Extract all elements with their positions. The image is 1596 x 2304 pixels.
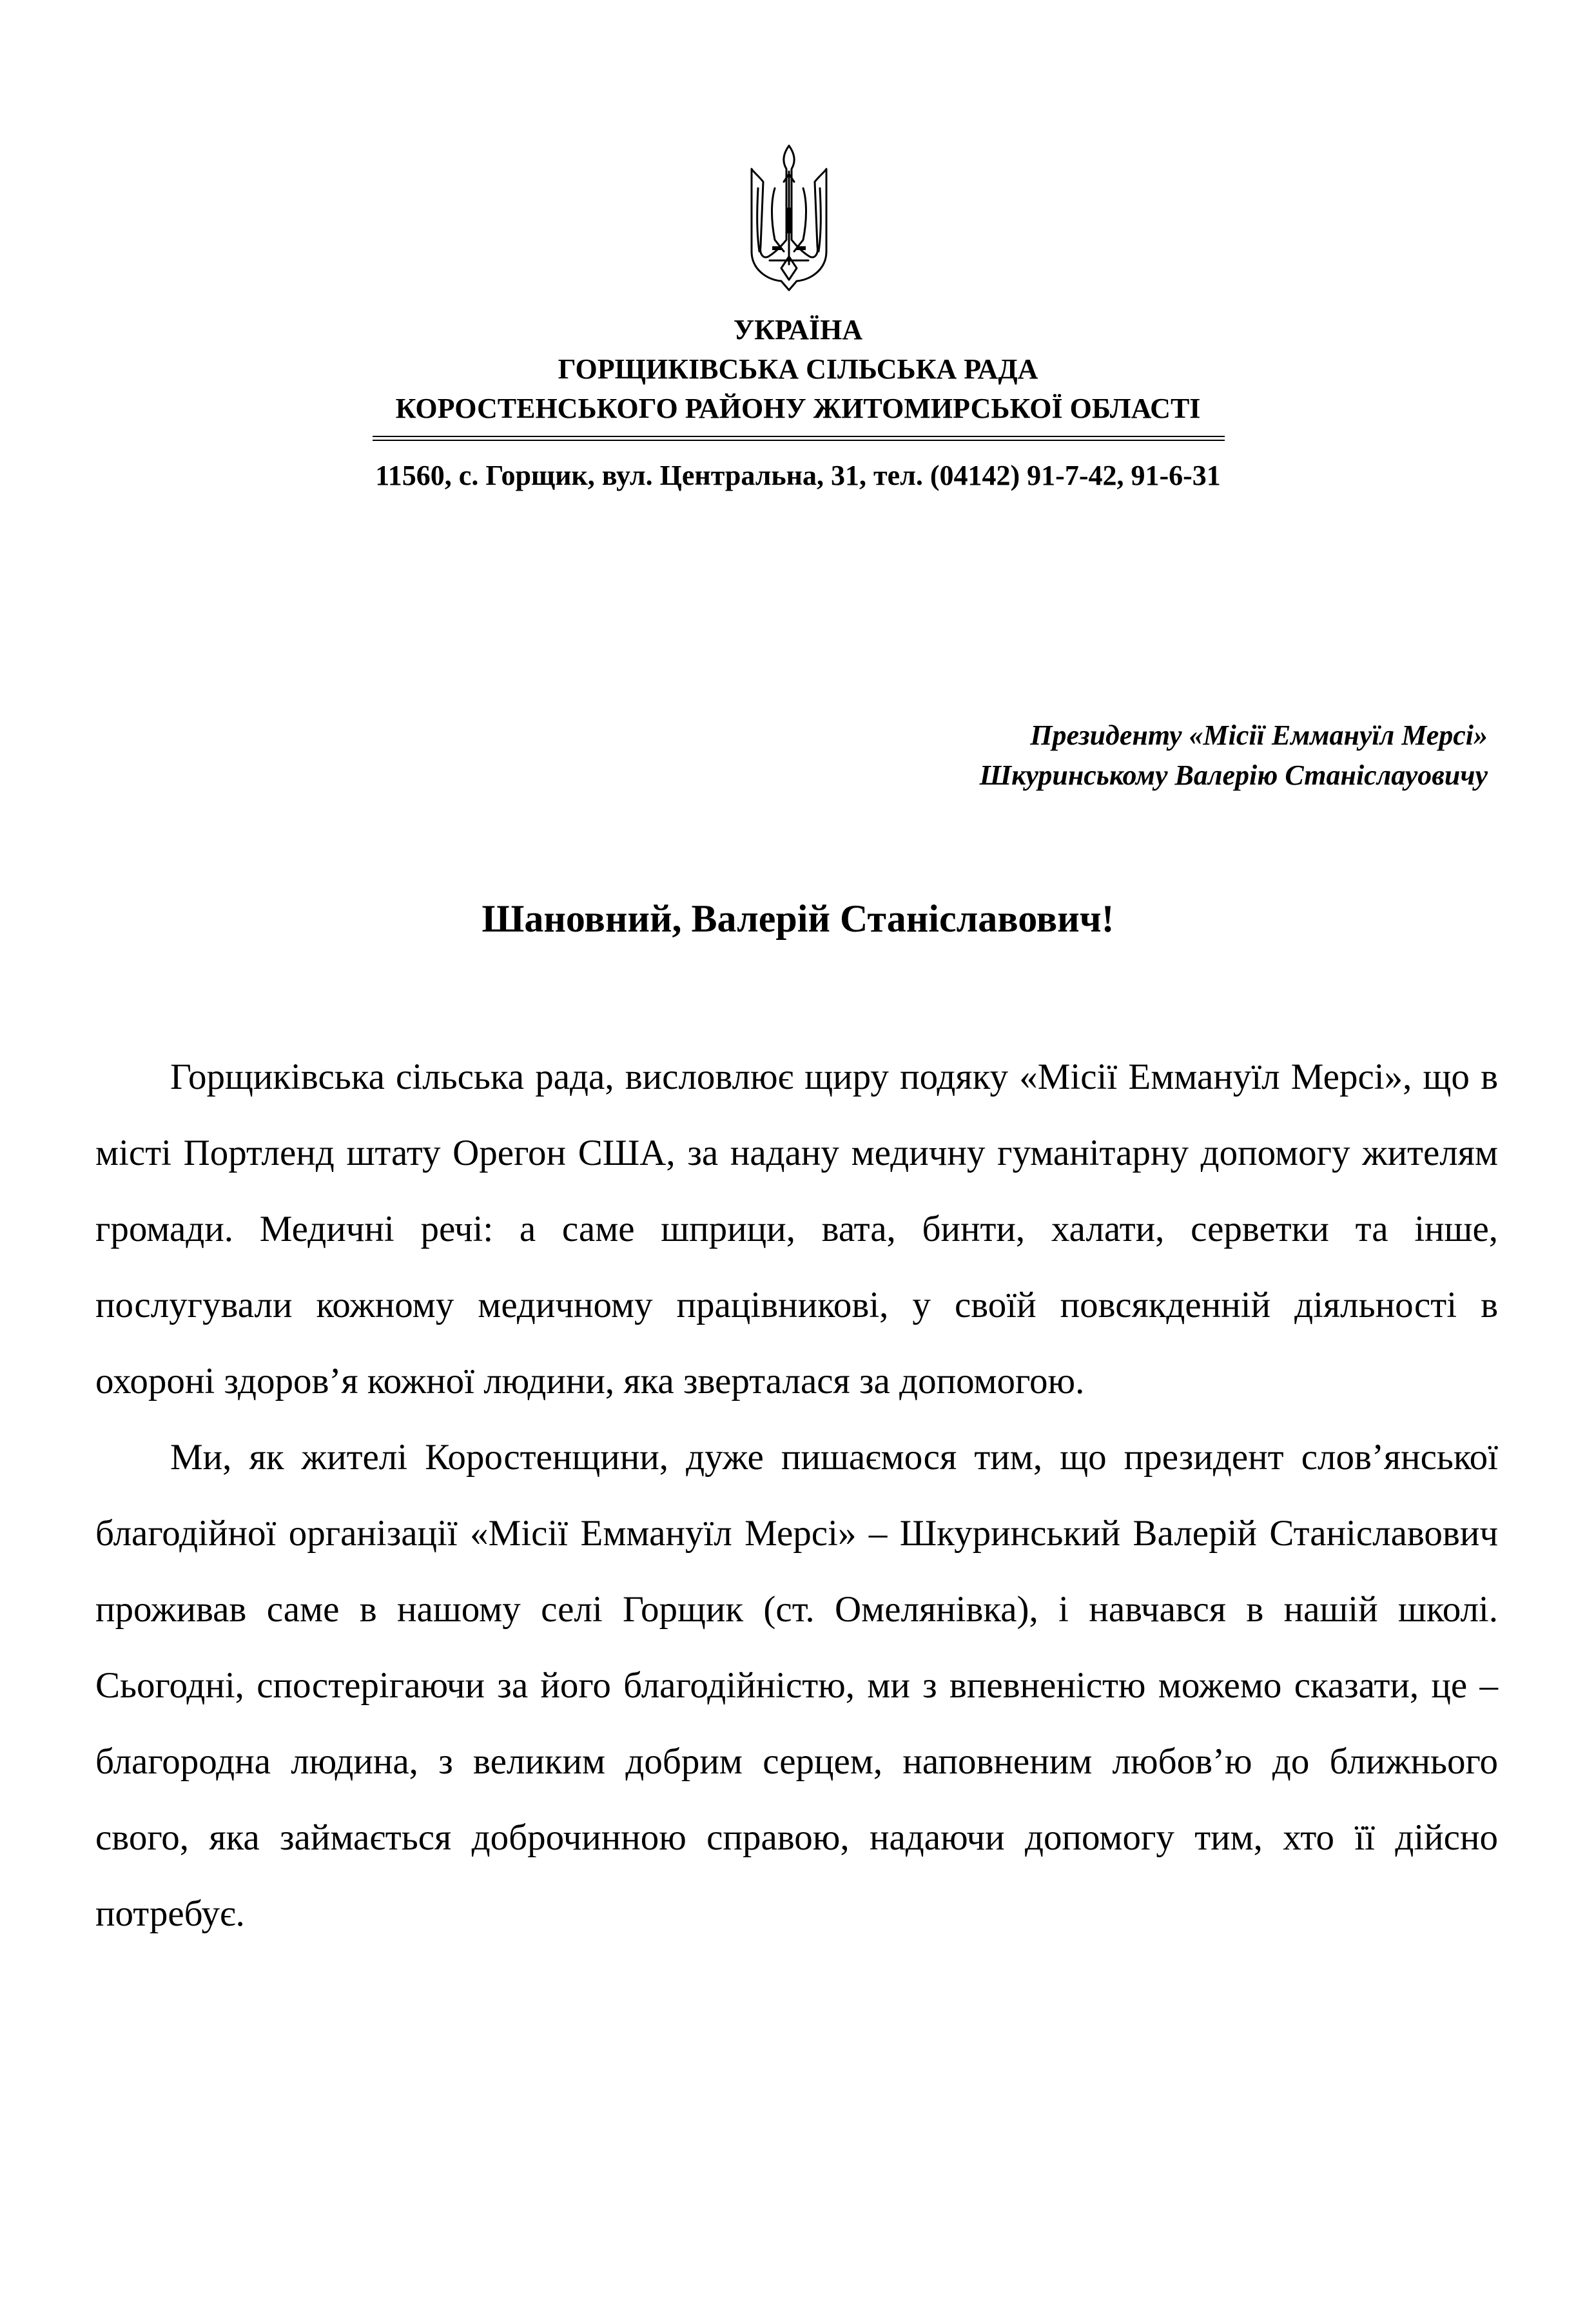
body-paragraph-1: Горщиківська сільська рада, висловлює щиру подяку «Місії Еммануїл Мерсі», що в місті Портленд штату Орегон США, за надану медичну гуманітарну допомогу жителям громади. Медичні речі: а саме шприци, вата, бинти, халати, серветки та інше, послугували кожному медичному працівникові, у своїй повсякденній діяльності в охороні здоров’я кожної людини, яка зверталася за допомогою.	[95, 1057, 1498, 1401]
addressee-block	[980, 716, 1488, 796]
addressee-line-1: Президенту «Місії Еммануїл Мерсі»	[1030, 719, 1488, 751]
letterhead-district: КОРОСТЕНСЬКОГО РАЙОНУ ЖИТОМИРСЬКОЇ ОБЛАСТІ	[395, 393, 1201, 424]
addressee-line-2: Шкуринському Валерію Станіслауовичу	[979, 759, 1488, 791]
coat-of-arms-icon	[749, 143, 829, 293]
letterhead-council: ГОРЩИКІВСЬКА СІЛЬСЬКА РАДА	[558, 353, 1038, 385]
salutation: Шановний, Валерій Станіславович!	[482, 897, 1114, 940]
letterhead-divider-top	[373, 436, 1225, 437]
letterhead-country: УКРАЇНА	[733, 314, 863, 346]
body-paragraph-2: Ми, як жителі Коростенщини, дуже пишаємося тим, що президент слов’янської благодійної організації «Місії Еммануїл Мерсі» – Шкуринський Валерій Станіславович проживав саме в нашому селі Горщик (ст. Омелянівка), і навчався в нашій школі. Сьогодні, спостерігаючи за його благодійністю, ми з впевненістю можемо сказати, це – благородна людина, з великим добрим серцем, наповненим любов’ю до ближнього свого, яка займається доброчинною справою, надаючи допомогу тим, хто її дійсно потребує.	[95, 1437, 1498, 1934]
letterhead-divider-bottom	[373, 440, 1225, 441]
letter-body	[95, 1039, 1498, 1952]
letterhead-address: 11560, с. Горщик, вул. Центральна, 31, тел. (04142) 91-7-42, 91-6-31	[375, 460, 1221, 491]
